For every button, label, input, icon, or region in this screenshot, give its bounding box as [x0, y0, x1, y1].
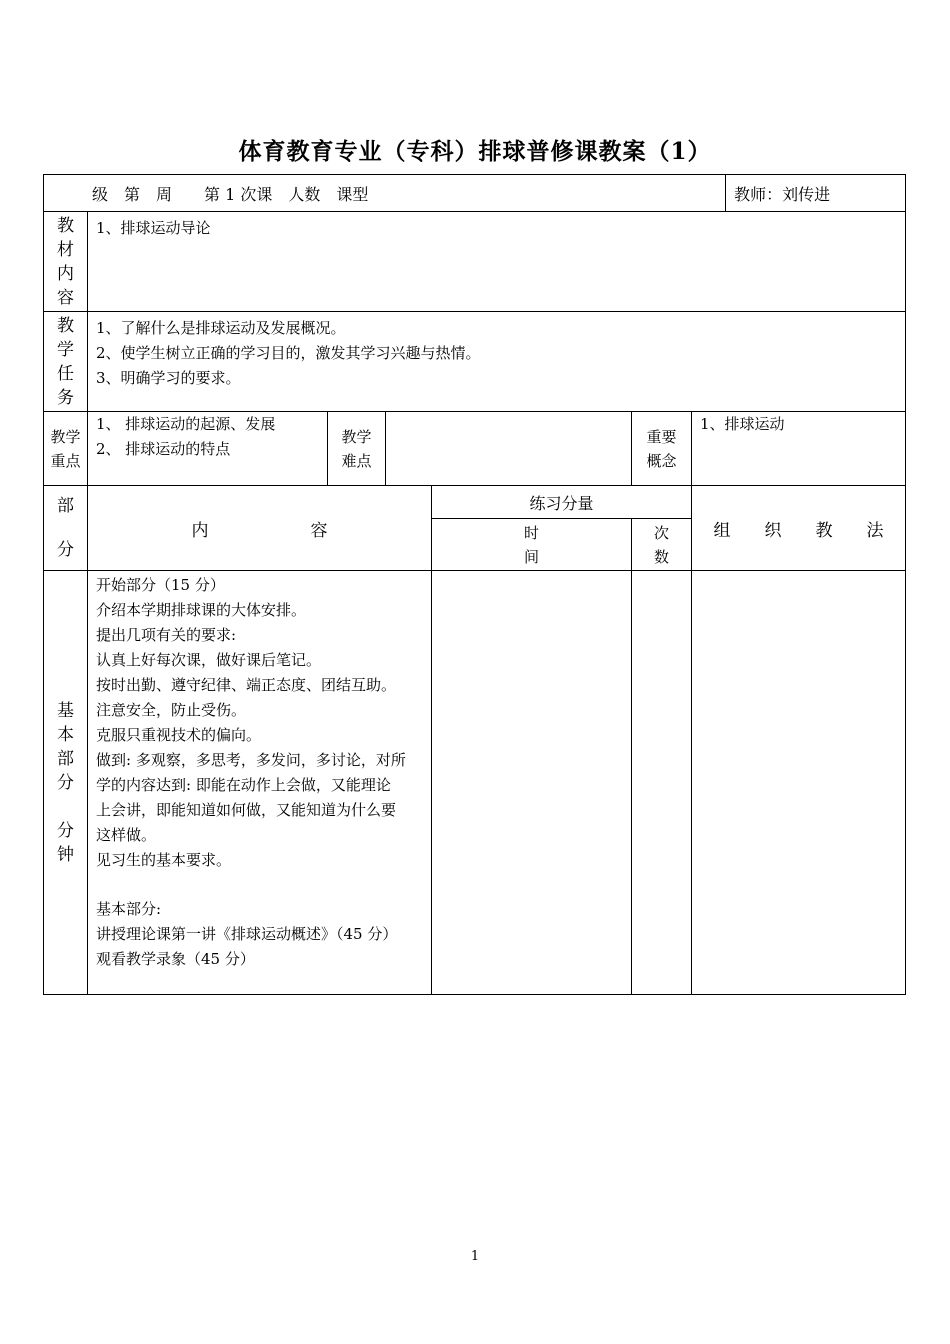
materials-label: 教 材 内 容 [44, 212, 88, 312]
content-line: 提出几项有关的要求: [96, 626, 237, 644]
time-column-header: 时 间 [432, 519, 632, 571]
part-column-header: 部 分 [44, 486, 88, 571]
content-column-header: 内 容 [88, 486, 432, 571]
materials-row [44, 212, 906, 312]
list-item: 3、明确学习的要求。 [96, 369, 241, 387]
basic-section-label: 基 本 部 分 分 钟 [44, 571, 88, 995]
content-line: 这样做。 [96, 826, 157, 844]
content-line: 按时出勤、遵守纪律、端正态度、团结互助。 [96, 676, 397, 694]
content-line: 基本部分: [96, 900, 162, 918]
class-info: 级 第 周 第 1 次课 人数 课型 [44, 175, 726, 212]
time-cell [432, 571, 632, 995]
reps-cell [632, 571, 692, 995]
basic-section-content [88, 571, 432, 995]
difficulties-content [386, 412, 632, 486]
page-number: 1 [470, 1249, 480, 1264]
column-header-row [44, 486, 906, 519]
content-line: 克服只重视技术的偏向。 [96, 726, 262, 744]
concepts-content [692, 412, 906, 486]
difficulties-label: 教学 难点 [328, 412, 386, 486]
key-points-label: 教学 重点 [44, 412, 88, 486]
list-item: 2、 排球运动的特点 [96, 440, 231, 458]
lesson-plan-table [43, 174, 906, 995]
teacher-name: 教师：刘传进 [726, 175, 906, 212]
content-line: 上会讲，即能知道如何做，又能知道为什么要 [96, 801, 397, 819]
header-row [44, 175, 906, 212]
tasks-label: 教 学 任 务 [44, 312, 88, 412]
content-line: 观看教学录象（45 分） [96, 950, 255, 968]
basic-section-row [44, 571, 906, 995]
list-item: 2、使学生树立正确的学习目的，激发其学习兴趣与热情。 [96, 344, 481, 362]
tasks-row [44, 312, 906, 412]
method-cell [692, 571, 906, 995]
list-item: 1、了解什么是排球运动及发展概况。 [96, 319, 346, 337]
content-line: 开始部分（15 分） [96, 576, 225, 594]
reps-column-header: 次 数 [632, 519, 692, 571]
concepts-label: 重要 概念 [632, 412, 692, 486]
key-points-content [88, 412, 328, 486]
content-line: 注意安全，防止受伤。 [96, 701, 247, 719]
content-line: 见习生的基本要求。 [96, 851, 232, 869]
key-points-row [44, 412, 906, 486]
list-item: 1、排球运动导论 [96, 219, 211, 237]
list-item: 1、排球运动 [700, 415, 785, 433]
page-title: 体育教育专业（专科）排球普修课教案（1） [238, 138, 712, 165]
practice-amount-header: 练习分量 [432, 486, 692, 519]
method-column-header: 组 织 教 法 [692, 486, 906, 571]
content-line: 学的内容达到: 即能在动作上会做，又能理论 [96, 776, 391, 794]
tasks-content [88, 312, 906, 412]
list-item: 1、 排球运动的起源、发展 [96, 415, 276, 433]
content-line: 认真上好每次课，做好课后笔记。 [96, 651, 322, 669]
content-line: 介绍本学期排球课的大体安排。 [96, 601, 307, 619]
content-line: 做到: 多观察，多思考，多发问，多讨论，对所 [96, 751, 406, 769]
content-line: 讲授理论课第一讲《排球运动概述》（45 分） [96, 925, 398, 943]
content-line [96, 873, 431, 897]
materials-content [88, 212, 906, 312]
